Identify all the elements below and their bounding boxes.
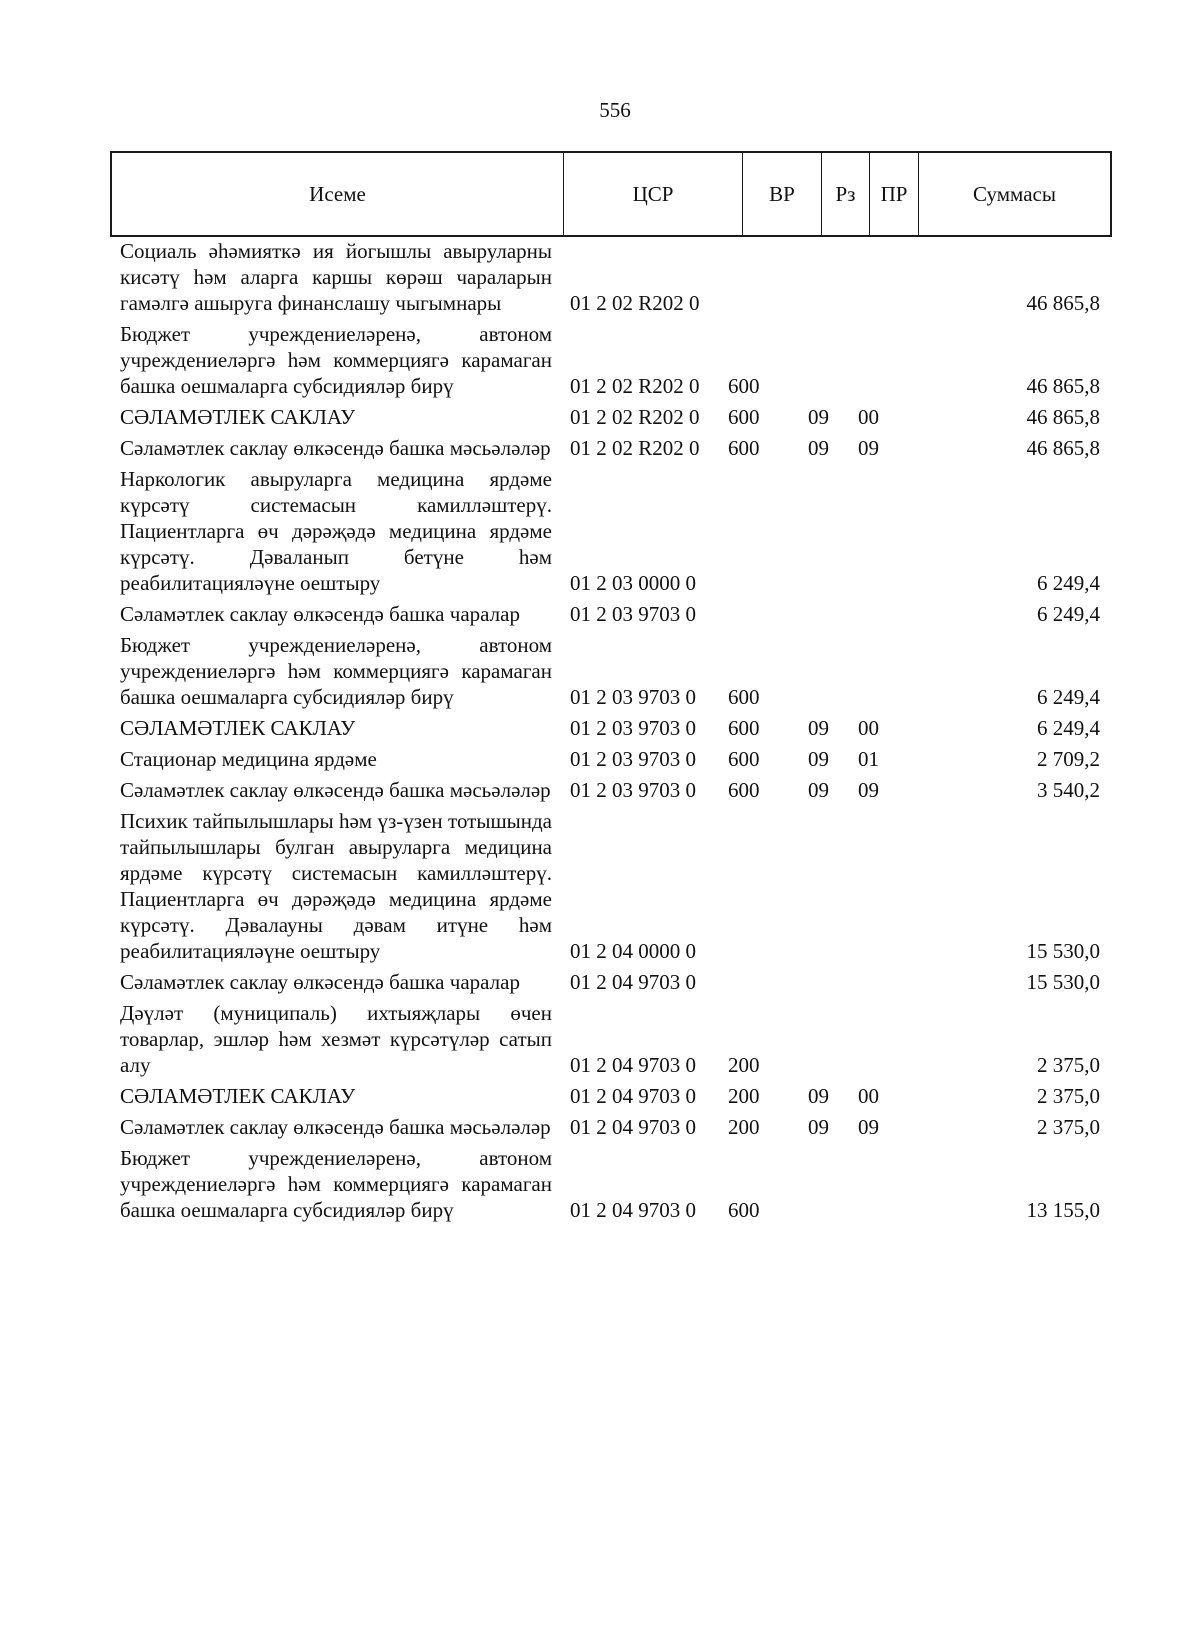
row-rz: 09 xyxy=(808,405,829,429)
row-rz: 09 xyxy=(808,716,829,740)
row-vr: 200 xyxy=(728,1084,760,1108)
row-sum: 6 249,4 xyxy=(1037,602,1100,626)
row-csr: 01 2 04 9703 0 xyxy=(570,1084,696,1108)
header-name: Исеме xyxy=(112,153,564,235)
table-header xyxy=(110,151,1112,237)
row-name: Сәламәтлек саклау өлкәсендә башка мәсьәләләр xyxy=(120,778,551,802)
row-rz: 09 xyxy=(808,747,829,771)
header-vr: ВР xyxy=(743,153,822,235)
row-csr: 01 2 03 9703 0 xyxy=(570,685,696,709)
table-row xyxy=(120,808,1100,969)
table-row xyxy=(120,969,1100,1000)
row-sum: 2 375,0 xyxy=(1037,1115,1100,1139)
row-name: Бюджет учреждениеләренә, автоном учреждениеләргә һәм коммерциягә карамаган башка оешмаларга субсидияләр бирү xyxy=(120,322,552,398)
row-vr: 600 xyxy=(728,685,760,709)
row-csr: 01 2 03 9703 0 xyxy=(570,716,696,740)
row-pr: 00 xyxy=(858,405,879,429)
row-sum: 6 249,4 xyxy=(1037,571,1100,595)
row-pr: 09 xyxy=(858,1115,879,1139)
row-sum: 15 530,0 xyxy=(1026,970,1100,994)
table-row xyxy=(120,238,1100,321)
table-row xyxy=(120,1145,1100,1228)
table-row xyxy=(120,1114,1100,1145)
row-vr: 600 xyxy=(728,1198,760,1222)
row-sum: 13 155,0 xyxy=(1026,1198,1100,1222)
row-name: Сәламәтлек саклау өлкәсендә башка мәсьәләләр xyxy=(120,436,551,460)
row-name: Стационар медицина ярдәме xyxy=(120,747,377,771)
table-row xyxy=(120,1083,1100,1114)
table-row xyxy=(120,601,1100,632)
row-sum: 6 249,4 xyxy=(1037,685,1100,709)
row-name: Социаль әһәмияткә ия йогышлы авыруларны кисәтү һәм аларга каршы көрәш чараларын гамәлгә ашыруга финанслашу чыгымнары xyxy=(120,239,552,315)
page-number: 556 xyxy=(599,98,631,122)
table-row xyxy=(120,632,1100,715)
row-pr: 09 xyxy=(858,778,879,802)
row-sum: 46 865,8 xyxy=(1026,436,1100,460)
row-name: Сәламәтлек саклау өлкәсендә башка чаралар xyxy=(120,970,520,994)
row-name: Сәламәтлек саклау өлкәсендә башка чаралар xyxy=(120,602,520,626)
row-rz: 09 xyxy=(808,436,829,460)
row-rz: 09 xyxy=(808,1115,829,1139)
row-name: СӘЛАМӘТЛЕК САКЛАУ xyxy=(120,405,356,429)
row-pr: 09 xyxy=(858,436,879,460)
row-vr: 600 xyxy=(728,436,760,460)
row-sum: 15 530,0 xyxy=(1026,939,1100,963)
row-rz: 09 xyxy=(808,1084,829,1108)
header-pr: ПР xyxy=(870,153,919,235)
row-pr: 00 xyxy=(858,716,879,740)
row-pr: 01 xyxy=(858,747,879,771)
row-sum: 2 375,0 xyxy=(1037,1084,1100,1108)
row-name: Психик тайпылышлары һәм үз-үзен тотышында тайпылышлары булган авыруларга медицина ярдәме күрсәтү системасын камилләштерү. Пациентларга өч дәрәҗәдә медицина ярдәме күрсәтү. Дәвалауны дәвам итүне һәм реабилитацияләүне оештыру xyxy=(120,809,552,963)
header-rz: Рз xyxy=(822,153,870,235)
table-row xyxy=(120,1000,1100,1083)
row-csr: 01 2 02 R202 0 xyxy=(570,436,700,460)
row-name: Бюджет учреждениеләренә, автоном учреждениеләргә һәм коммерциягә карамаган башка оешмаларга субсидияләр бирү xyxy=(120,1146,552,1222)
header-csr: ЦСР xyxy=(564,153,743,235)
row-sum: 46 865,8 xyxy=(1026,374,1100,398)
row-csr: 01 2 02 R202 0 xyxy=(570,374,700,398)
row-sum: 2 375,0 xyxy=(1037,1053,1100,1077)
table-row xyxy=(120,404,1100,435)
table-row xyxy=(120,746,1100,777)
header-sum: Суммасы xyxy=(973,181,1056,206)
table-row xyxy=(120,777,1100,808)
table-row xyxy=(120,466,1100,601)
row-csr: 01 2 04 9703 0 xyxy=(570,1053,696,1077)
row-name: Дәүләт (муниципаль) ихтыяҗлары өчен товарлар, эшләр һәм хезмәт күрсәтүләр сатып алу xyxy=(120,1001,552,1077)
row-csr: 01 2 04 9703 0 xyxy=(570,970,696,994)
row-vr: 200 xyxy=(728,1115,760,1139)
row-name: Сәламәтлек саклау өлкәсендә башка мәсьәләләр xyxy=(120,1115,551,1139)
row-sum: 3 540,2 xyxy=(1037,778,1100,802)
row-name: Наркологик авыруларга медицина ярдәме күрсәтү системасын камилләштерү. Пациентларга өч дәрәҗәдә медицина ярдәме күрсәтү. Дәваланып бетүне һәм реабилитацияләүне оештыру xyxy=(120,467,552,595)
table-row xyxy=(120,715,1100,746)
row-vr: 600 xyxy=(728,405,760,429)
row-sum: 6 249,4 xyxy=(1037,716,1100,740)
row-csr: 01 2 02 R202 0 xyxy=(570,291,700,315)
row-rz: 09 xyxy=(808,778,829,802)
row-sum: 46 865,8 xyxy=(1026,291,1100,315)
row-pr: 00 xyxy=(858,1084,879,1108)
row-csr: 01 2 04 9703 0 xyxy=(570,1115,696,1139)
row-vr: 600 xyxy=(728,778,760,802)
row-sum: 46 865,8 xyxy=(1026,405,1100,429)
table-row xyxy=(120,435,1100,466)
row-vr: 600 xyxy=(728,374,760,398)
row-name: СӘЛАМӘТЛЕК САКЛАУ xyxy=(120,1084,356,1108)
table-row xyxy=(120,321,1100,404)
row-name: СӘЛАМӘТЛЕК САКЛАУ xyxy=(120,716,356,740)
row-csr: 01 2 03 9703 0 xyxy=(570,747,696,771)
row-vr: 200 xyxy=(728,1053,760,1077)
row-csr: 01 2 03 9703 0 xyxy=(570,602,696,626)
row-name: Бюджет учреждениеләренә, автоном учреждениеләргә һәм коммерциягә карамаган башка оешмаларга субсидияләр бирү xyxy=(120,633,552,709)
row-csr: 01 2 04 9703 0 xyxy=(570,1198,696,1222)
row-csr: 01 2 03 9703 0 xyxy=(570,778,696,802)
row-vr: 600 xyxy=(728,716,760,740)
row-csr: 01 2 04 0000 0 xyxy=(570,939,696,963)
row-vr: 600 xyxy=(728,747,760,771)
table-body xyxy=(120,238,1100,1228)
row-csr: 01 2 02 R202 0 xyxy=(570,405,700,429)
row-csr: 01 2 03 0000 0 xyxy=(570,571,696,595)
row-sum: 2 709,2 xyxy=(1037,747,1100,771)
